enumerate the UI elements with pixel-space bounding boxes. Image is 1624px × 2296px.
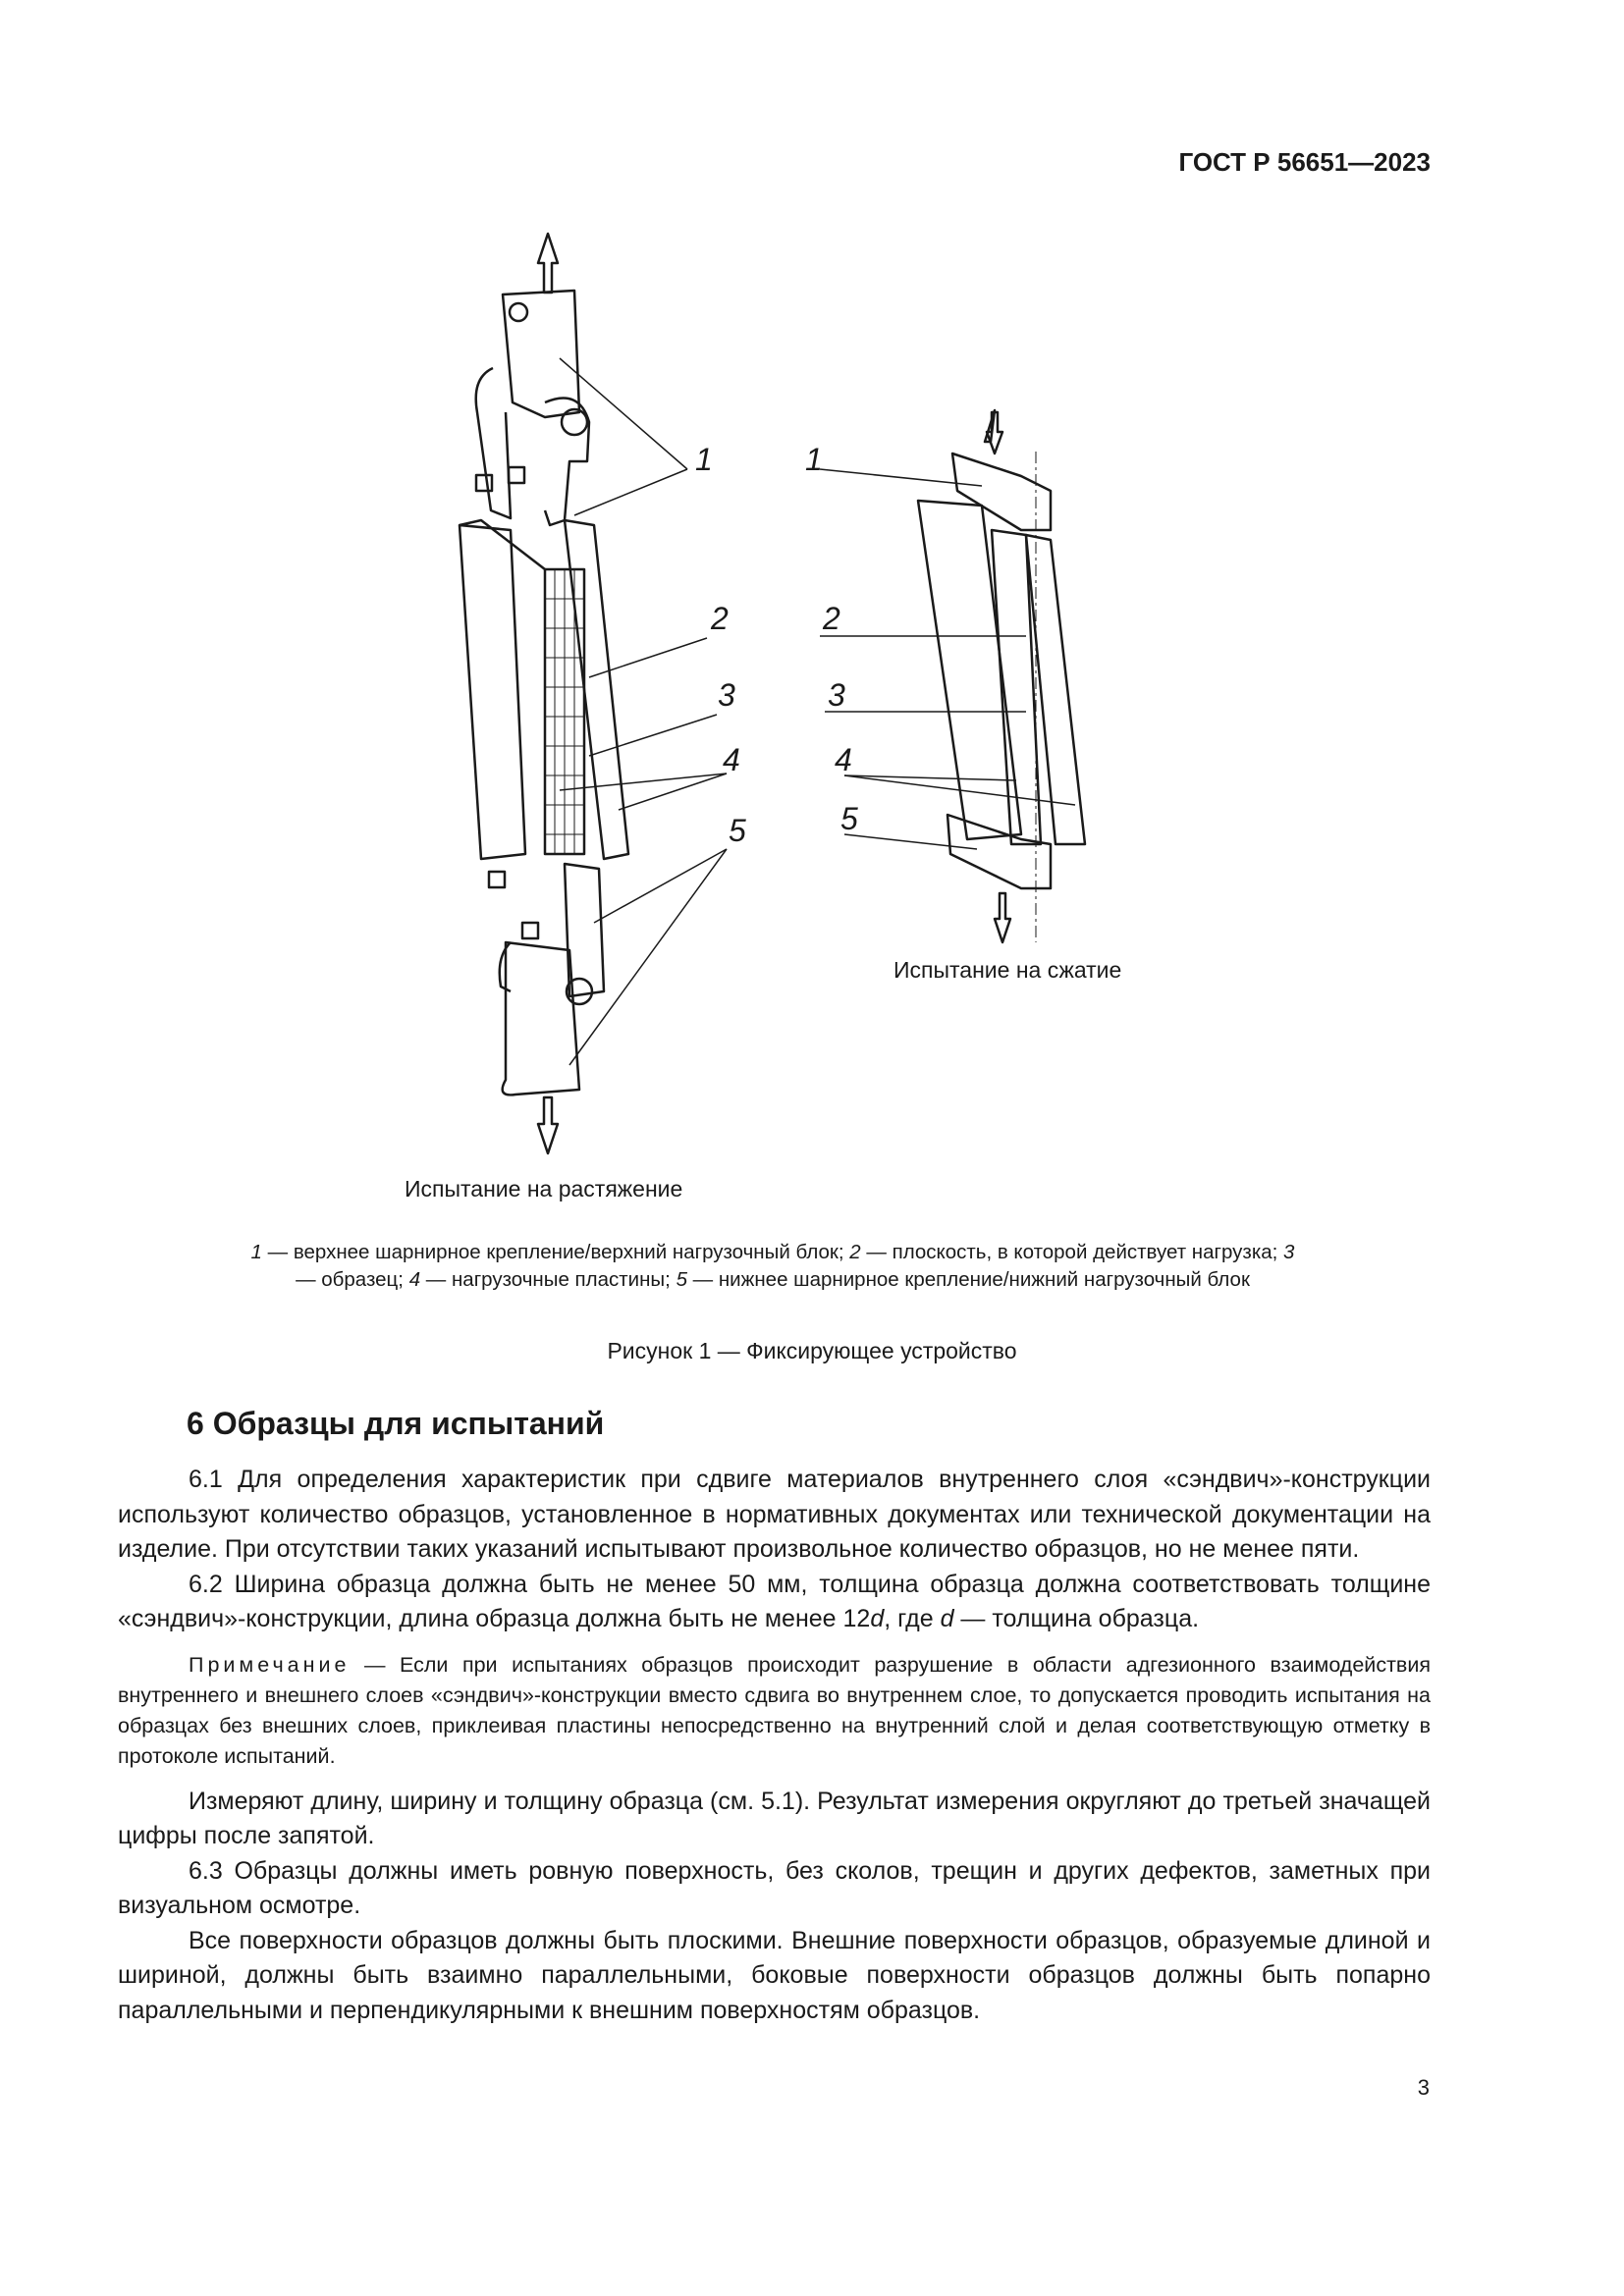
callout-left-5: 5 (729, 813, 746, 848)
comp-right-plate (1026, 535, 1085, 844)
paragraph-6-1: 6.1 Для определения характеристик при сдвиге материалов внутреннего слоя «сэндвич»-конструкции используют количество образцов, установленное в нормативных документах или технической документации на изделие. При отсутствии таких указаний испытывают произвольное количество образцов, но не менее пяти. (118, 1466, 1431, 1563)
specimen-grid (545, 569, 584, 854)
callout-left-1: 1 (695, 442, 713, 477)
callout-left-3: 3 (718, 677, 735, 713)
callout-left-2: 2 (711, 601, 729, 636)
document-id: ГОСТ Р 56651—2023 (1178, 147, 1431, 177)
lower-load-block (947, 815, 1051, 888)
paragraph-surfaces: Все поверхности образцов должны быть плоскими. Внешние поверхности образцов, образуемые длиной и шириной, должны быть взаимно параллельными, боковые поверхности образцов должны быть попарно параллельными и перпендикулярными к внешним поверхностям образцов. (118, 1926, 1431, 2024)
callout-left-4: 4 (723, 742, 740, 777)
left-load-plate (460, 525, 525, 859)
tension-arrow-up (538, 234, 558, 293)
section-heading: 6 Образцы для испытаний (187, 1406, 605, 1441)
compression-label: Испытание на сжатие (893, 957, 1122, 983)
tension-arrow-down (538, 1097, 558, 1153)
paragraph-6-2: 6.2 Ширина образца должна быть не менее 50 мм, толщина образца должна соответствовать толщине «сэндвич»-конструкции, длина образца должна быть не менее 12d, где d — толщина образца. (118, 1570, 1431, 1632)
note-label: Примечание (189, 1652, 351, 1677)
paragraph-measure: Измеряют длину, ширину и толщину образца (см. 5.1). Результат измерения округляют до третьей значащей цифры после запятой. (118, 1787, 1431, 1849)
callout-right-4: 4 (835, 742, 852, 777)
figure-title: Рисунок 1 — Фиксирующее устройство (607, 1338, 1017, 1363)
note: Примечание — Если при испытаниях образцов происходит разрушение в области адгезионного взаимодействия внутреннего и внешнего слоев «сэндвич»-конструкции вместо сдвига во внутреннем слое, то допускается проводить испытания на образцах без внешних слоев, приклеивая пластины непосредственно на внутренний слой и делая соответствующую отметку в протоколе испытаний. (118, 1652, 1431, 1768)
callout-right-5: 5 (840, 801, 858, 836)
figure-legend (247, 1239, 1298, 1294)
page-number: 3 (1417, 2075, 1430, 2100)
callout-right-3: 3 (828, 677, 845, 713)
comp-left-plate (918, 501, 1021, 839)
body-text (118, 1463, 1431, 2028)
compression-arrow-up (995, 893, 1010, 942)
callout-right-2: 2 (823, 601, 840, 636)
legend-text: 1 — верхнее шарнирное крепление/верхний нагрузочный блок; 2 — плоскость, в которой действует нагрузка; 3 — образец; 4 — нагрузочные пластины; 5 — нижнее шарнирное крепление/нижний нагрузочный блок (250, 1241, 1295, 1291)
tension-label: Испытание на растяжение (405, 1176, 683, 1201)
paragraph-6-3: 6.3 Образцы должны иметь ровную поверхность, без сколов, трещин и других дефектов, заметных при визуальном осмотре. (118, 1856, 1431, 1919)
callout-right-1: 1 (805, 442, 823, 477)
